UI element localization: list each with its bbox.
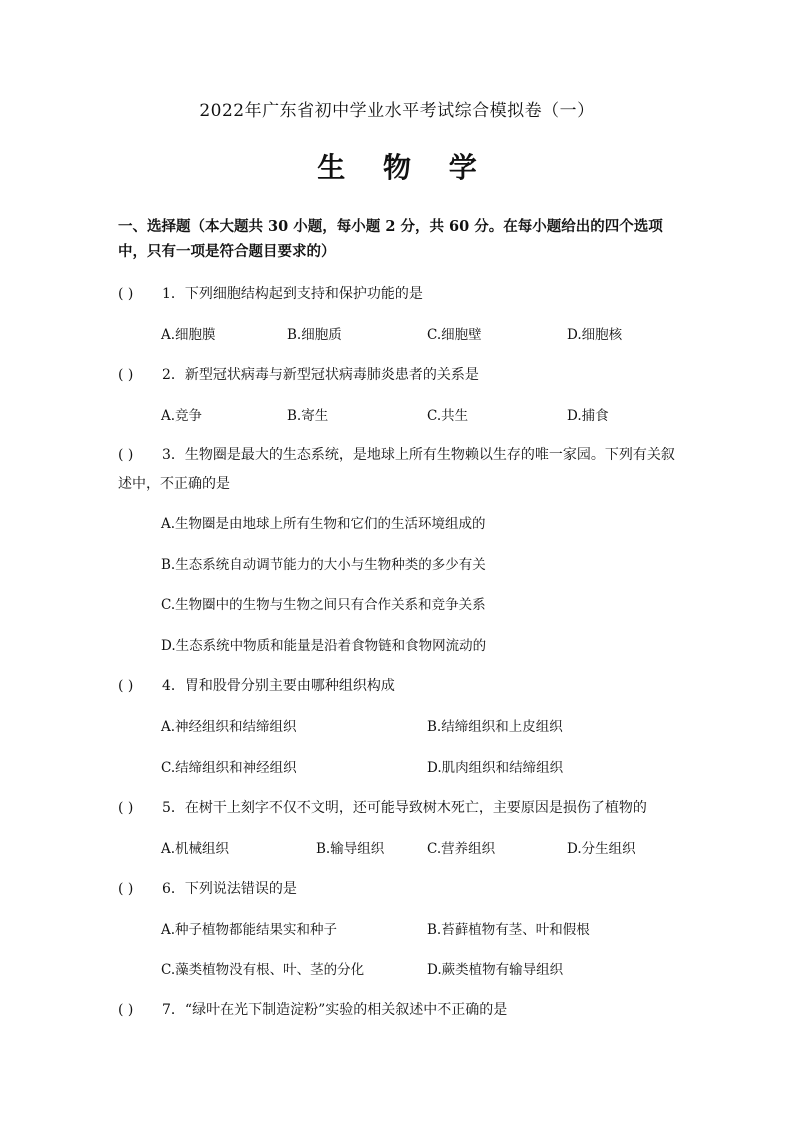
option-c: C.结缔组织和神经组织 bbox=[161, 760, 297, 776]
option-b: B.细胞质 bbox=[287, 327, 342, 343]
answer-blank: ( ) bbox=[118, 800, 134, 816]
option-d: D.细胞核 bbox=[567, 327, 623, 343]
option-b: B.苔藓植物有茎、叶和假根 bbox=[427, 922, 590, 938]
option-c: C.细胞壁 bbox=[427, 327, 482, 343]
option-c: C.藻类植物没有根、叶、茎的分化 bbox=[161, 962, 365, 978]
answer-blank: ( ) bbox=[118, 678, 134, 694]
question-4 bbox=[118, 673, 688, 699]
question-stem: 7．“绿叶在光下制造淀粉”实验的相关叙述中不正确的是 bbox=[162, 1002, 508, 1018]
option-d: D.肌肉组织和结缔组织 bbox=[427, 760, 564, 776]
option-a: A.神经组织和结缔组织 bbox=[161, 719, 297, 735]
option-a: A.生物圈是由地球上所有生物和它们的生活环境组成的 bbox=[161, 516, 486, 532]
answer-blank: ( ) bbox=[118, 367, 134, 383]
question-stem: 4．胃和股骨分别主要由哪种组织构成 bbox=[162, 678, 395, 694]
question-stem: 5．在树干上刻字不仅不文明，还可能导致树木死亡，主要原因是损伤了植物的 bbox=[162, 800, 647, 816]
answer-blank: ( ) bbox=[118, 881, 134, 897]
option-d: D.生态系统中物质和能量是沿着食物链和食物网流动的 bbox=[161, 638, 487, 654]
question-stem: 2．新型冠状病毒与新型冠状病毒肺炎患者的关系是 bbox=[162, 367, 479, 383]
answer-blank: ( ) bbox=[118, 1002, 134, 1018]
question-3 bbox=[118, 441, 688, 499]
option-d: D.捕食 bbox=[567, 408, 609, 424]
question-1 bbox=[118, 281, 688, 307]
option-c: C.营养组织 bbox=[427, 841, 496, 857]
exam-title: 2022年广东省初中学业水平考试综合模拟卷（一） bbox=[199, 101, 595, 121]
answer-blank: ( ) bbox=[118, 447, 134, 463]
option-d: D.分生组织 bbox=[567, 841, 636, 857]
subject-title: 生 物 学 bbox=[317, 151, 491, 184]
option-c: C.共生 bbox=[427, 408, 469, 424]
option-a: A.竞争 bbox=[161, 408, 203, 424]
question-stem: 3．生物圈是最大的生态系统，是地球上所有生物赖以生存的唯一家园。下列有关叙述中，不正确的是 bbox=[118, 447, 675, 492]
question-2 bbox=[118, 362, 688, 388]
option-a: A.种子植物都能结果实和种子 bbox=[161, 922, 338, 938]
question-5 bbox=[118, 795, 688, 821]
question-7 bbox=[118, 997, 688, 1023]
option-b: B.结缔组织和上皮组织 bbox=[427, 719, 563, 735]
option-b: B.生态系统自动调节能力的大小与生物种类的多少有关 bbox=[161, 557, 486, 573]
option-c: C.生物圈中的生物与生物之间只有合作关系和竞争关系 bbox=[161, 597, 486, 613]
section-heading: 一、选择题（本大题共 30 小题，每小题 2 分，共 60 分。在每小题给出的四个选项中，只有一项是符合题目要求的） bbox=[118, 218, 663, 260]
option-a: A.机械组织 bbox=[161, 841, 230, 857]
answer-blank: ( ) bbox=[118, 286, 134, 302]
option-a: A.细胞膜 bbox=[161, 327, 216, 343]
question-stem: 1．下列细胞结构起到支持和保护功能的是 bbox=[162, 286, 423, 302]
question-6 bbox=[118, 876, 688, 902]
option-b: B.寄生 bbox=[287, 408, 329, 424]
option-b: B.输导组织 bbox=[316, 841, 385, 857]
question-stem: 6．下列说法错误的是 bbox=[162, 881, 297, 897]
option-d: D.蕨类植物有输导组织 bbox=[427, 962, 564, 978]
